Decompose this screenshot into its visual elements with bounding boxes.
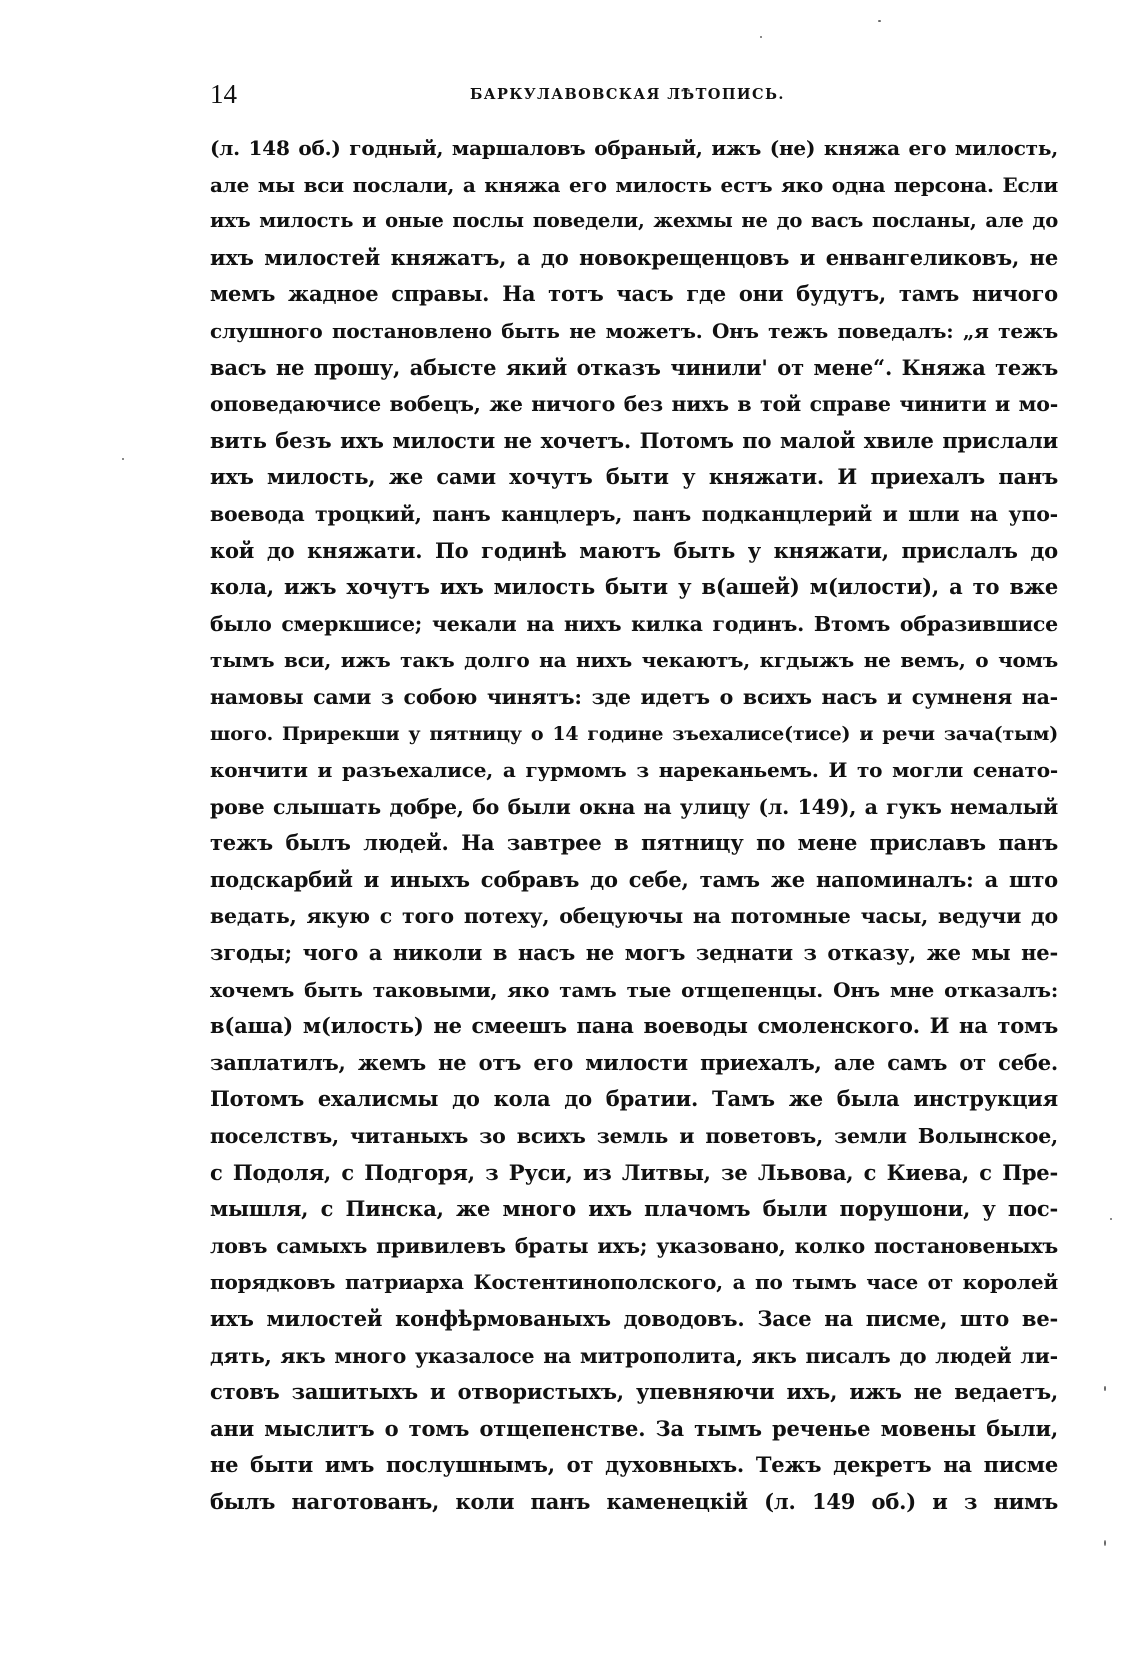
text-line: былъ наготованъ, коли панъ каменецкій (л. 149 об.) и з нимъ <box>210 1488 1058 1514</box>
text-line: рове слышать добре, бо были окна на улицу (л. 149), а гукъ немалый <box>210 794 1058 819</box>
text-line: Потомъ ехалисмы до кола до братии. Тамъ же была инструкция <box>210 1086 1058 1112</box>
body-text <box>210 130 1058 1521</box>
text-line: подскарбий и иныхъ собравъ до себе, тамъ же напоминалъ: а што <box>210 866 1058 892</box>
text-line: с Подоля, с Подгоря, з Руси, из Литвы, зе Львова, с Киева, с Пре- <box>210 1159 1058 1185</box>
text-line: намовы сами з собою чинятъ: зде идетъ о всихъ насъ и сумненя на- <box>210 684 1058 709</box>
text-line: не быти имъ послушнымъ, от духовныхъ. Тежъ декретъ на писме <box>210 1452 1058 1478</box>
text-line: шого. Прирекши у пятницу о 14 године зъехалисе(тисе) и речи зача(тым) <box>210 722 1058 745</box>
running-title: БАРКУЛАВОВСКАЯ ЛѢТОПИСЬ. <box>470 86 785 103</box>
text-line: в(аша) м(илость) не смеешъ пана воеводы смоленского. И на томъ <box>210 1013 1058 1039</box>
text-line: тежъ былъ людей. На завтрее в пятницу по мене приславъ панъ <box>210 830 1058 856</box>
text-line: мемъ жадное справы. На тотъ часъ где они будутъ, тамъ ничого <box>210 281 1058 307</box>
text-line: ихъ милость, же сами хочутъ быти у княжати. И приехалъ панъ <box>210 464 1058 490</box>
text-line: тымъ вси, ижъ такъ долго на нихъ чекаютъ, кгдыжъ не вемъ, о чомъ <box>210 648 1058 673</box>
text-line: кола, ижъ хочутъ ихъ милость быти у в(ашей) м(илости), а то вже <box>210 574 1058 600</box>
text-line: ведать, якую с того потеху, обецуючы на потомные часы, ведучи до <box>210 904 1058 929</box>
text-line: ани мыслитъ о томъ отщепенстве. За тымъ реченье мовены были, <box>210 1415 1058 1441</box>
text-line: порядковъ патриарха Костентинополского, а по тымъ часе от королей <box>210 1270 1058 1295</box>
text-line: оповедаючисе вобецъ, же ничого без нихъ в той справе чинити и мо- <box>210 392 1058 417</box>
text-line: заплатилъ, жемъ не отъ его милости приехалъ, але самъ от себе. <box>210 1049 1058 1075</box>
text-line: згоды; чого а николи в насъ не могъ зеднати з отказу, же мы не- <box>210 940 1058 966</box>
text-line: дять, якъ много указалосе на митрополита, якъ писалъ до людей ли- <box>210 1343 1058 1368</box>
page-header <box>210 78 1058 110</box>
text-line: мышля, с Пинска, же много ихъ плачомъ были порушони, у пос- <box>210 1196 1058 1222</box>
text-line: але мы вси послали, а княжа его милость естъ яко одна персона. Если <box>210 172 1058 197</box>
text-line: ихъ милость и оные послы поведели, жехмы не до васъ посланы, але до <box>210 209 1058 233</box>
text-line: вить безъ ихъ милости не хочетъ. Потомъ по малой хвиле прислали <box>210 427 1058 453</box>
text-line: воевода троцкий, панъ канцлеръ, панъ подканцлерий и шли на упо- <box>210 501 1058 526</box>
page-number: 14 <box>210 79 237 109</box>
text-line: (л. 148 об.) годный, маршаловъ обраный, ижъ (не) княжа его милость, <box>210 136 1058 160</box>
text-line: стовъ зашитыхъ и отвористыхъ, упевняючи ихъ, ижъ не ведаетъ, <box>210 1379 1058 1405</box>
text-line: ихъ милостей конфѣрмованыхъ доводовъ. Засе на писме, што ве- <box>210 1306 1058 1331</box>
text-line: васъ не прошу, абысте який отказъ чинили' от мене“. Княжа тежъ <box>210 354 1058 380</box>
text-line: ловъ самыхъ привилевъ браты ихъ; указовано, колко постановеныхъ <box>210 1233 1058 1258</box>
text-line: кой до княжати. По годинѣ маютъ быть у княжати, прислалъ до <box>210 537 1058 563</box>
text-line: было смеркшисе; чекали на нихъ килка годинъ. Втомъ образившисе <box>210 611 1058 636</box>
text-line: слушного постановлено быть не можетъ. Онъ тежъ поведалъ: „я тежъ <box>210 318 1058 343</box>
text-line: ихъ милостей княжатъ, а до новокрещенцовъ и енвангеликовъ, не <box>210 244 1058 270</box>
text-line: хочемъ быть таковыми, яко тамъ тые отщепенцы. Онъ мне отказалъ: <box>210 977 1058 1002</box>
text-line: кончити и разъехалисе, а гурмомъ з нареканьемъ. И то могли сенато- <box>210 758 1058 783</box>
text-line: поселствъ, читаныхъ зо всихъ земль и поветовъ, земли Волынское, <box>210 1124 1058 1149</box>
